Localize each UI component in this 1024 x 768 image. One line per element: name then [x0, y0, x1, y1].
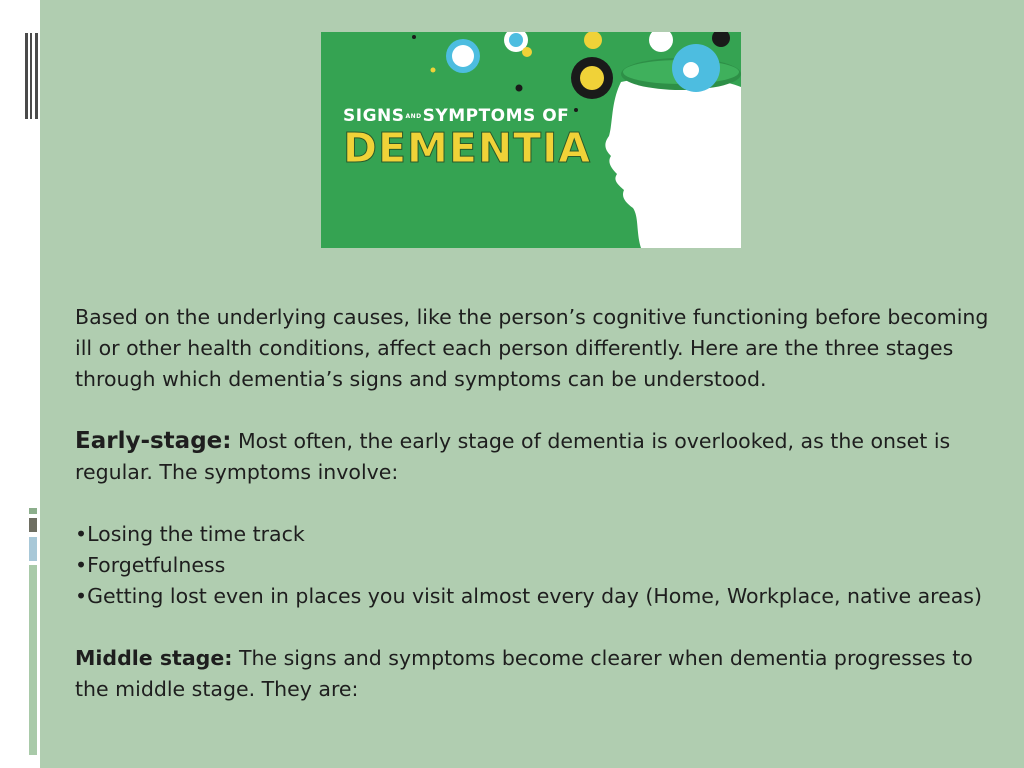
- head-silhouette-icon: [605, 77, 741, 248]
- bullet-item: •Losing the time track: [75, 522, 305, 546]
- slide-body-text: [75, 302, 995, 705]
- early-stage-text: Most often, the early stage of dementia is overlooked, as the onset is regular. The symptoms involve:: [75, 429, 951, 484]
- left-decor-strip: [0, 0, 40, 768]
- gear-icon: [584, 32, 602, 49]
- banner-subtitle: SIGNSANDSYMPTOMS OF: [343, 106, 570, 126]
- decor-bar: [35, 33, 38, 119]
- decor-bar: [30, 33, 32, 119]
- decor-block: [29, 537, 37, 561]
- bullet-item: •Forgetfulness: [75, 553, 226, 577]
- early-stage-paragraph: [75, 426, 995, 488]
- middle-stage-paragraph: [75, 643, 995, 705]
- decor-block: [29, 508, 37, 514]
- banner-dementia-word: DEMENTIA: [343, 124, 592, 172]
- intro-paragraph: Based on the underlying causes, like the person’s cognitive functioning before becoming ill or other health conditions, affect each person differently. Here are the three stages through which dementia’s signs and symptoms can be understood.: [75, 305, 989, 391]
- clock-icon: [712, 32, 730, 47]
- bullet-item: •Getting lost even in places you visit almost every day (Home, Workplace, native areas): [75, 584, 982, 608]
- decor-block: [29, 518, 37, 532]
- decor-block: [29, 565, 37, 755]
- chat-icon: [649, 32, 673, 52]
- middle-stage-title: Middle stage:: [75, 646, 233, 670]
- early-stage-title: Early-stage:: [75, 428, 232, 454]
- banner-title: [343, 106, 623, 170]
- dementia-banner-image: [321, 32, 741, 248]
- decor-bar: [25, 33, 28, 119]
- middle-stage-text: The signs and symptoms become clearer when dementia progresses to the middle stage. They are:: [75, 646, 973, 701]
